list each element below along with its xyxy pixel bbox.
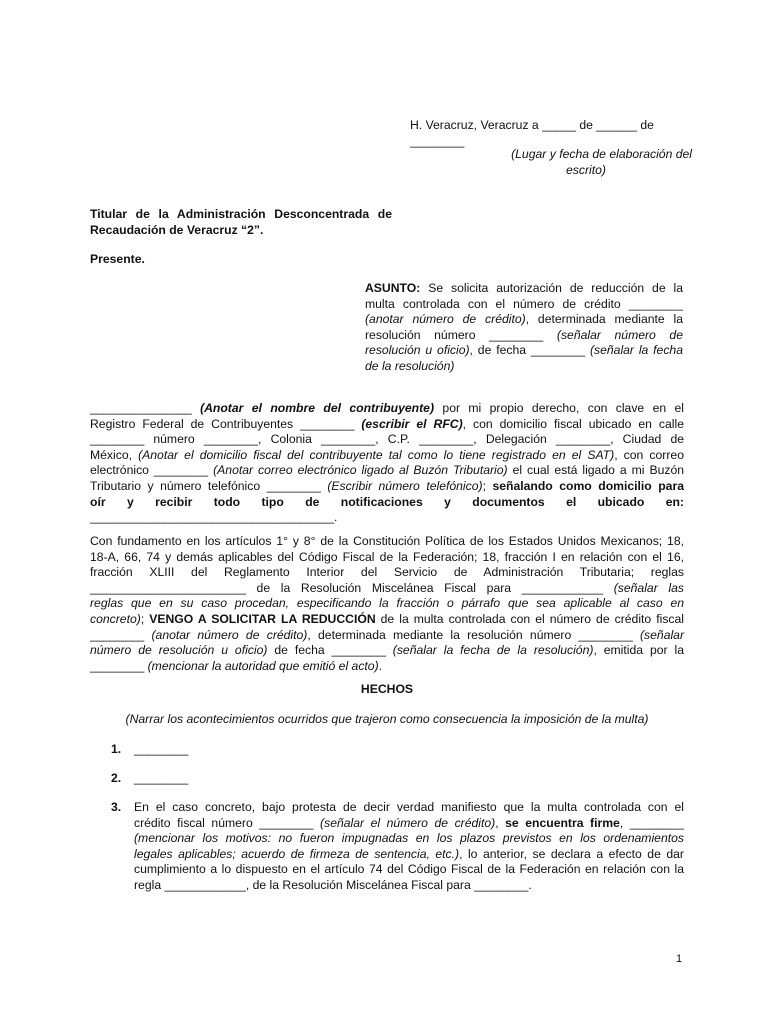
hechos-item-2-number: 2. [111, 771, 122, 785]
place-date-note-line1: (Lugar y fecha de elaboración del [511, 147, 692, 161]
hechos-item-2-text: ________ [134, 771, 189, 785]
hechos-item-3-text: En el caso concreto, bajo protesta de decir verdad manifiesto que la multa controlada con el crédito fiscal número ________ (señalar el número de crédito), se encuentra firme, ________ (mencionar los motivos: no fueron impugnadas en los plazos previstos en los ordenamientos legales aplicables; acuerdo de firmeza de sentencia, etc.), lo anterior, se declara a efecto de dar cumplimiento a lo dispuesto en el artículo 74 del Código Fiscal de la Federación en relación con la regla ____________, de la Resolución Miscelánea Fiscal para ________. [134, 800, 684, 892]
asunto-block: ASUNTO: Se solicita autorización de reducción de la multa controlada con el número de crédito ________ (anotar número de crédito), determinada mediante la resolución número ________ (señalar número de resolución u oficio), de fecha ________ (señalar la fecha de la resolución) [365, 281, 683, 373]
addressee [90, 207, 392, 238]
asunto-label: ASUNTO: [365, 281, 421, 295]
hechos-item-1-text: ________ [134, 742, 189, 756]
hechos-title: HECHOS [360, 682, 414, 696]
place-date-note [480, 147, 692, 178]
hechos-item-1-number: 1. [111, 742, 122, 756]
place-date-line: H. Veracruz, Veracruz a _____ de ______ de [410, 118, 654, 132]
place-date-note-line2: escrito) [566, 162, 606, 177]
legal-basis-paragraph: Con fundamento en los artículos 1° y 8° de la Constitución Política de los Estados Unidos Mexicanos; 18, 18-A, 66, 74 y demás aplicables del Código Fiscal de la Federación; 18, fracción I en relación con el 16, fracción XLIII del Reglamento Interior del Servicio de Administración Tributaria; reglas _______________________ de la Resolución Miscelánea Fiscal para ____________ (señalar las reglas que en su caso procedan, especificando la fracción o párrafo que sea aplicable al caso en concreto); VENGO A SOLICITAR LA REDUCCIÓN de la multa controlada con el número de crédito fiscal ________ (anotar número de crédito), determinada mediante la resolución número ________ (señalar número de resolución u oficio) de fecha ________ (señalar la fecha de la resolución), emitida por la ________ (mencionar la autoridad que emitió el acto). [90, 534, 685, 673]
addressee-line2: Recaudación de Veracruz “2”. [90, 222, 264, 237]
hechos-item-3-number: 3. [111, 800, 122, 814]
page-number: 1 [676, 953, 683, 965]
contributor-paragraph: _______________ (Anotar el nombre del contribuyente) por mi propio derecho, con clave en el Registro Federal de Contribuyentes ________ (escribir el RFC), con domicilio fiscal ubicado en calle ________ número ________, Colonia ________, C.P. ________, Delegación ________, Ciudad de México, (Anotar el domicilio fiscal del contribuyente tal como lo tiene registrado en el SAT), con correo electrónico ________ (Anotar correo electrónico ligado al Buzón Tributario) el cual está ligado a mi Buzón Tributario y número telefónico ________ (Escribir número telefónico); señalando como domicilio para oír y recibir todo tipo de notificaciones y documentos el ubicado en: ____________________________________. [90, 401, 685, 525]
addressee-line1: Titular de la Administración Desconcentrada de [90, 207, 392, 221]
presente: Presente. [90, 252, 145, 266]
place-date [410, 118, 686, 149]
hechos-instruction: (Narrar los acontecimientos ocurridos que trajeron como consecuencia la imposición de la multa) [125, 712, 649, 726]
place-date-year-line: ________ [410, 133, 465, 148]
